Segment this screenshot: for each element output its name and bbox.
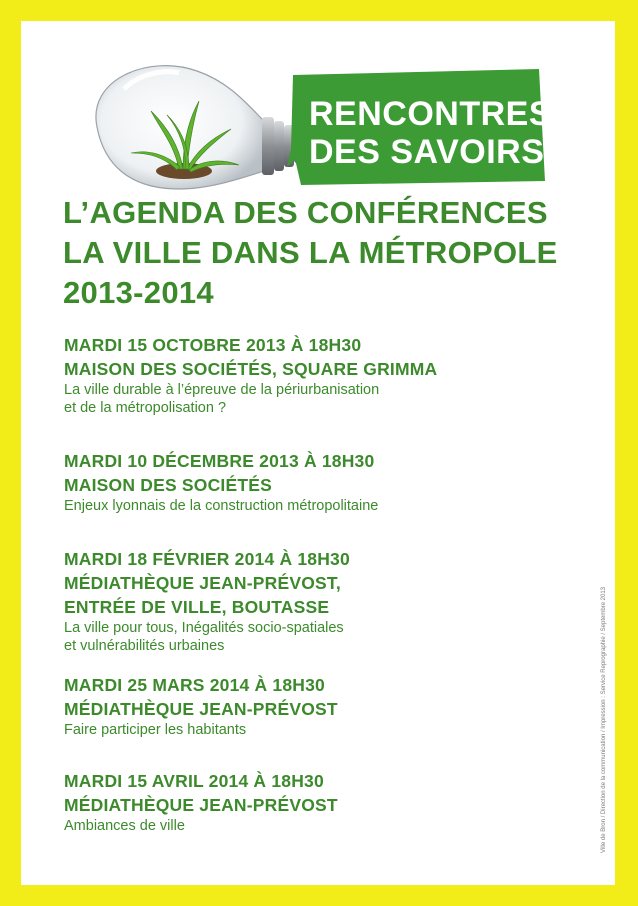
event-description: Enjeux lyonnais de la construction métropolitaine xyxy=(64,498,379,514)
event-item xyxy=(64,333,437,417)
event-venue: MÉDIATHÈQUE JEAN-PRÉVOST xyxy=(64,699,338,719)
event-venue: MAISON DES SOCIÉTÉS xyxy=(64,475,272,495)
title-line-1: L’AGENDA DES CONFÉRENCES xyxy=(63,195,548,230)
event-date: MARDI 18 FÉVRIER 2014 À 18H30 xyxy=(64,549,350,569)
event-date: MARDI 15 AVRIL 2014 À 18H30 xyxy=(64,771,324,791)
banner-line-1: RENCONTRES xyxy=(309,95,553,133)
event-venue: MÉDIATHÈQUE JEAN-PRÉVOST xyxy=(64,795,338,815)
event-description: et vulnérabilités urbaines xyxy=(64,638,225,654)
event-venue: MÉDIATHÈQUE JEAN-PRÉVOST, xyxy=(64,573,341,593)
event-item xyxy=(64,673,338,739)
event-date: MARDI 15 OCTOBRE 2013 À 18H30 xyxy=(64,335,362,355)
banner-line-2: DES SAVOIRS xyxy=(309,133,545,171)
event-venue: MAISON DES SOCIÉTÉS, SQUARE GRIMMA xyxy=(64,359,438,379)
poster xyxy=(21,21,615,885)
print-credit: Ville de Bron / Direction de la communication / Impression : Service Reprographie / Septembre 2013 xyxy=(601,586,607,853)
event-item xyxy=(64,547,350,655)
rencontres-banner xyxy=(287,69,553,189)
event-description: La ville pour tous, Inégalités socio-spatiales xyxy=(64,620,344,636)
event-item xyxy=(64,769,338,835)
event-description: La ville durable à l’épreuve de la périurbanisation xyxy=(64,382,380,398)
title-line-2: LA VILLE DANS LA MÉTROPOLE xyxy=(63,235,558,270)
agenda-title xyxy=(63,193,558,313)
event-description: Faire participer les habitants xyxy=(64,722,247,738)
title-line-3: 2013-2014 xyxy=(63,275,214,310)
event-description: Ambiances de ville xyxy=(64,818,185,834)
light-bulb-illustration xyxy=(79,49,319,209)
event-date: MARDI 25 MARS 2014 À 18H30 xyxy=(64,675,325,695)
event-date: MARDI 10 DÉCEMBRE 2013 À 18H30 xyxy=(64,451,375,471)
event-item xyxy=(64,449,378,515)
event-description: et de la métropolisation ? xyxy=(64,400,227,416)
event-venue: ENTRÉE DE VILLE, BOUTASSE xyxy=(64,597,330,617)
